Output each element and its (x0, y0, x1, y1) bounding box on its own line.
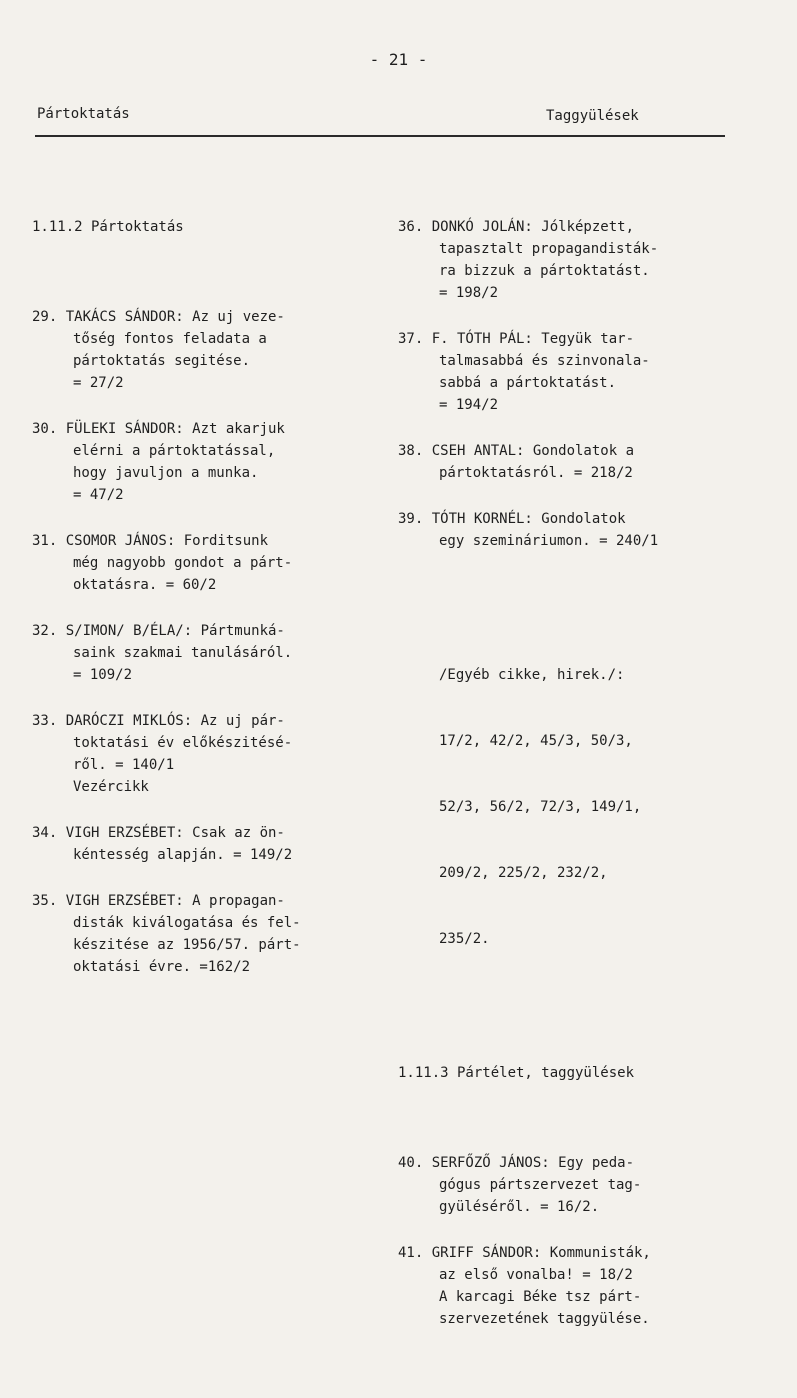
entry-first-line: 37. F. TÓTH PÁL: Tegyük tar- (398, 331, 635, 347)
bibliography-entry (398, 1242, 748, 1330)
bibliography-entry (32, 620, 362, 686)
entry-first-line: 34. VIGH ERZSÉBET: Csak az ön- (32, 825, 285, 841)
entry-continuation-line: hogy javuljon a munka. (73, 465, 259, 481)
entry-continuation-line: Vezércikk (73, 779, 149, 795)
right-column (398, 172, 748, 1398)
entry-first-line: 36. DONKÓ JOLÁN: Jólképzett, (398, 219, 635, 235)
entry-continuation-line: = 109/2 (73, 667, 133, 683)
entry-continuation-line: disták kiválogatása és fel- (73, 915, 301, 931)
bibliography-entry (398, 1152, 748, 1218)
bibliography-entry (32, 710, 362, 798)
entry-continuation-line: = 198/2 (439, 285, 499, 301)
entry-continuation-line: ről. = 140/1 (73, 757, 175, 773)
other-articles-line: 17/2, 42/2, 45/3, 50/3, (439, 733, 633, 749)
bibliography-entry (398, 508, 748, 552)
entry-continuation-line: tőség fontos feladata a (73, 331, 267, 347)
entry-first-line: 38. CSEH ANTAL: Gondolatok a (398, 443, 635, 459)
entry-continuation-line: = 27/2 (73, 375, 124, 391)
entry-first-line: 41. GRIFF SÁNDOR: Kommunisták, (398, 1245, 651, 1261)
section-heading: 1.11.3 Pártélet, taggyülések (398, 1065, 635, 1081)
entry-continuation-line: elérni a pártoktatással, (73, 443, 276, 459)
entry-continuation-line: készitése az 1956/57. párt- (73, 937, 301, 953)
entry-first-line: 39. TÓTH KORNÉL: Gondolatok (398, 511, 626, 527)
entry-continuation-line: kéntesség alapján. = 149/2 (73, 847, 293, 863)
entry-first-line: 35. VIGH ERZSÉBET: A propagan- (32, 893, 285, 909)
entry-first-line: 29. TAKÁCS SÁNDOR: Az uj veze- (32, 309, 285, 325)
entry-continuation-line: egy szemináriumon. = 240/1 (439, 533, 659, 549)
bibliography-entry (32, 890, 362, 978)
entry-continuation-line: szervezetének taggyülése. (439, 1311, 650, 1327)
entry-continuation-line: A karcagi Béke tsz párt- (439, 1289, 642, 1305)
other-articles-line: 235/2. (439, 931, 490, 947)
entry-continuation-line: talmasabbá és szinvonala- (439, 353, 650, 369)
entry-continuation-line: ra bizzuk a pártoktatást. (439, 263, 650, 279)
page-number: - 21 - (369, 50, 428, 69)
bibliography-entry (32, 418, 362, 506)
left-entry-list (32, 306, 362, 978)
other-articles-line: /Egyéb cikke, hirek./: (439, 667, 625, 683)
entry-continuation-line: oktatási évre. =162/2 (73, 959, 251, 975)
entry-continuation-line: gyüléséről. = 16/2. (439, 1199, 600, 1215)
entry-continuation-line: még nagyobb gondot a párt- (73, 555, 293, 571)
entry-continuation-line: = 194/2 (439, 397, 499, 413)
other-articles (398, 620, 748, 994)
other-articles-line: 209/2, 225/2, 232/2, (439, 865, 608, 881)
right-entry-list-a (398, 216, 748, 552)
entry-continuation-line: tapasztalt propagandisták- (439, 241, 659, 257)
header-left: Pártoktatás (37, 106, 130, 122)
bibliography-entry (32, 530, 362, 596)
header-right: Taggyülések (546, 108, 639, 124)
entry-continuation-line: = 47/2 (73, 487, 124, 503)
bibliography-entry (398, 440, 748, 484)
entry-continuation-line: az első vonalba! = 18/2 (439, 1267, 633, 1283)
entry-continuation-line: sabbá a pártoktatást. (439, 375, 617, 391)
entry-continuation-line: pártoktatás segitése. (73, 353, 251, 369)
section-heading: 1.11.2 Pártoktatás (32, 219, 184, 235)
entry-continuation-line: pártoktatásról. = 218/2 (439, 465, 633, 481)
right-entry-list-b (398, 1152, 748, 1330)
entry-first-line: 30. FÜLEKI SÁNDOR: Azt akarjuk (32, 421, 285, 437)
entry-first-line: 33. DARÓCZI MIKLÓS: Az uj pár- (32, 713, 285, 729)
bibliography-entry (398, 216, 748, 304)
entry-continuation-line: gógus pártszervezet tag- (439, 1177, 642, 1193)
bibliography-entry (398, 328, 748, 416)
entry-first-line: 40. SERFŐZŐ JÁNOS: Egy peda- (398, 1155, 635, 1171)
other-articles-line: 52/3, 56/2, 72/3, 149/1, (439, 799, 642, 815)
header-rule (35, 135, 725, 137)
entry-continuation-line: toktatási év előkészitésé- (73, 735, 293, 751)
entry-first-line: 32. S/IMON/ B/ÉLA/: Pártmunká- (32, 623, 285, 639)
bibliography-entry (32, 306, 362, 394)
left-column (32, 172, 362, 1046)
bibliography-entry (32, 822, 362, 866)
entry-continuation-line: oktatásra. = 60/2 (73, 577, 217, 593)
entry-first-line: 31. CSOMOR JÁNOS: Forditsunk (32, 533, 269, 549)
entry-continuation-line: saink szakmai tanulásáról. (73, 645, 293, 661)
